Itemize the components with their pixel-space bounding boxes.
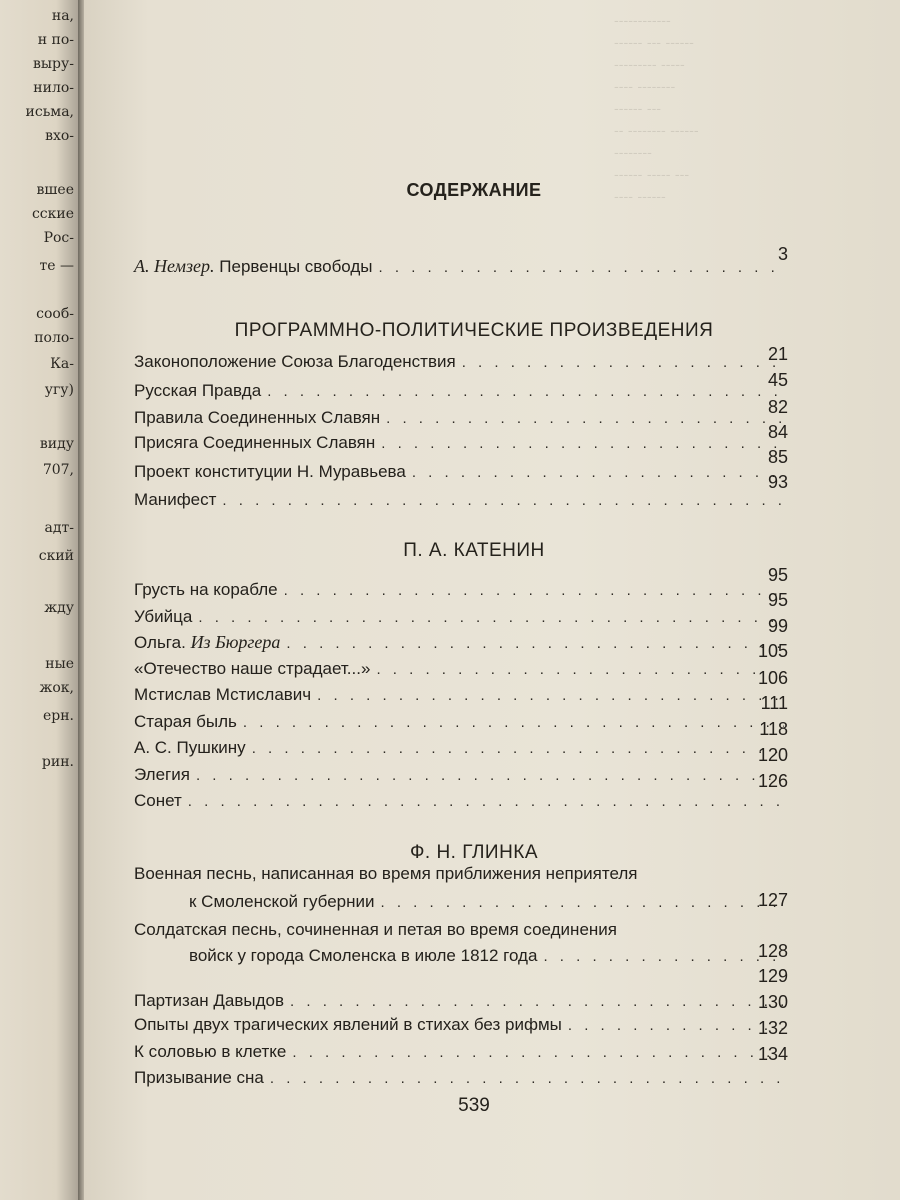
page-number: 45 <box>767 370 788 390</box>
left-page-fragment: Ка- <box>50 356 74 372</box>
left-page-fragment: ные <box>45 656 74 672</box>
left-page-fragment: вхо- <box>45 128 74 144</box>
left-page-fragment: вшее <box>36 182 74 198</box>
toc-entry-title: Призывание сна <box>134 1068 264 1087</box>
toc-entry <box>134 685 784 709</box>
intro-author: А. Немзер. <box>134 256 215 276</box>
page-number: 93 <box>767 472 788 492</box>
page-number: 95 <box>767 590 788 610</box>
leader-dots <box>222 492 784 509</box>
left-page-fragment: жду <box>44 600 74 616</box>
page-number: 105 <box>757 641 788 661</box>
left-page-fragment: угу) <box>44 382 74 398</box>
leader-dots <box>243 714 784 731</box>
left-page-fragment: сские <box>31 206 74 222</box>
left-page-fragment: жок, <box>39 680 74 696</box>
table-of-contents <box>84 0 900 1200</box>
toc-entry-title: Мстислав Мстиславич <box>134 685 312 704</box>
left-page-fragment: рин. <box>41 754 74 770</box>
toc-entry <box>134 1068 784 1092</box>
toc-entry <box>134 1042 784 1066</box>
page-number: 3 <box>777 244 788 264</box>
toc-entry-title: Законоположение Союза Благоденствия <box>134 352 456 371</box>
left-page-fragment: ерн. <box>42 708 74 724</box>
toc-entry <box>134 659 784 683</box>
toc-entry-title: Манифест <box>134 490 217 509</box>
left-page-fragment: поло- <box>34 330 74 346</box>
toc-entry-title: Присяга Соединенных Славян <box>134 433 376 452</box>
contents-page <box>84 0 900 1200</box>
leader-dots <box>284 582 784 599</box>
toc-entry <box>134 433 784 457</box>
left-page-fragment: те — <box>39 258 74 274</box>
toc-entry <box>189 892 784 916</box>
leader-dots <box>290 993 784 1010</box>
page-number: 134 <box>757 1044 788 1064</box>
page-number: 85 <box>767 447 788 467</box>
page-number: 99 <box>767 616 788 636</box>
toc-entry <box>134 712 784 736</box>
leader-dots <box>317 687 784 704</box>
left-page-fragment: виду <box>39 436 74 452</box>
page-number: 127 <box>757 890 788 910</box>
left-page-fragment: Рос- <box>43 230 74 246</box>
section-heading: Ф. Н. ГЛИНКА <box>409 842 539 863</box>
page-number: 120 <box>757 745 788 765</box>
toc-entry-title: Старая быль <box>134 712 237 731</box>
bleed-through-texture: ------------ ------ --- ------ --------- ----- ---- -------- ------ --- -- -------- ------ -------- ------ ----- --- ---- ------ <box>614 13 699 205</box>
toc-entry <box>189 946 784 970</box>
toc-entry-title: войск у города Смоленска в июле 1812 года <box>189 946 538 965</box>
leader-dots <box>188 793 784 810</box>
toc-entry <box>134 580 784 604</box>
toc-entry <box>134 352 784 376</box>
left-page-edge <box>0 0 80 1200</box>
left-page-fragment: н по- <box>37 32 74 48</box>
page-number: 126 <box>757 771 788 791</box>
page-number: 130 <box>757 992 788 1012</box>
left-page-fragment: выру- <box>33 56 74 72</box>
page-number: 118 <box>759 719 788 739</box>
left-page-fragment: сооб- <box>36 306 74 322</box>
page-number: 95 <box>767 565 788 585</box>
page-number: 84 <box>767 422 788 442</box>
leader-dots <box>292 1044 784 1061</box>
section-heading: ПРОГРАММНО-ПОЛИТИЧЕСКИЕ ПРОИЗВЕДЕНИЯ <box>234 320 714 341</box>
toc-entry-title <box>134 632 280 653</box>
toc-entry-title: Русская Правда <box>134 381 262 400</box>
toc-entry <box>134 765 784 789</box>
toc-entry <box>134 991 784 1015</box>
toc-entry-title <box>134 256 373 277</box>
toc-entry-intro <box>134 256 784 280</box>
toc-entry <box>134 1015 784 1039</box>
left-page-fragment: исьма, <box>25 104 74 120</box>
entry-title-text: Ольга. <box>134 633 186 652</box>
toc-entry-title: Правила Соединенных Славян <box>134 408 381 427</box>
page-number: 111 <box>760 693 788 713</box>
toc-entry-title: Проект конституции Н. Муравьева <box>134 462 406 481</box>
page-number: 129 <box>757 966 788 986</box>
toc-entry-title: Элегия <box>134 765 190 784</box>
toc-entry <box>134 408 784 432</box>
toc-entry-line: Военная песнь, написанная во время приближения неприятеля <box>134 864 638 883</box>
left-page-fragment: нило- <box>33 80 74 96</box>
leader-dots <box>252 740 784 757</box>
toc-entry <box>134 791 784 815</box>
toc-entry <box>134 462 784 486</box>
left-page-fragment: ский <box>38 548 74 564</box>
toc-entry-title: «Отечество наше страдает...» <box>134 659 371 678</box>
left-page-fragment: 707, <box>42 462 74 478</box>
page-number: 106 <box>757 668 788 688</box>
leader-dots <box>376 661 784 678</box>
toc-entry-title: к Смоленской губернии <box>189 892 375 911</box>
toc-entry-title: Грусть на корабле <box>134 580 278 599</box>
leader-dots <box>267 383 784 400</box>
toc-entry-title: Убийца <box>134 607 193 626</box>
leader-dots <box>386 410 784 427</box>
entry-subtitle: Из Бюргера <box>190 632 281 652</box>
page-folio: 539 <box>458 1095 490 1116</box>
toc-entry <box>134 490 784 514</box>
toc-entry-title: К соловью в клетке <box>134 1042 287 1061</box>
leader-dots <box>381 435 784 452</box>
intro-title: Первенцы свободы <box>219 257 373 276</box>
leader-dots <box>198 609 784 626</box>
left-page-fragment: адт- <box>44 520 74 536</box>
toc-entry-title: А. С. Пушкину <box>134 738 246 757</box>
toc-entry-line: Солдатская песнь, сочиненная и петая во время соединения <box>134 920 617 939</box>
section-heading: П. А. КАТЕНИН <box>403 540 545 561</box>
page-number: 128 <box>757 941 788 961</box>
toc-entry-title: Опыты двух трагических явлений в стихах без рифмы <box>134 1015 562 1034</box>
left-page-fragment: на, <box>51 8 74 24</box>
toc-entry-title: Сонет <box>134 791 182 810</box>
toc-entry <box>134 607 784 631</box>
toc-entry <box>134 632 784 656</box>
leader-dots <box>196 767 784 784</box>
leader-dots <box>270 1070 784 1087</box>
toc-entry-title: Партизан Давыдов <box>134 991 285 1010</box>
leader-dots <box>379 259 784 276</box>
page-number: 21 <box>767 344 788 364</box>
leader-dots <box>286 635 784 652</box>
leader-dots <box>381 894 785 911</box>
page-number: 82 <box>767 397 788 417</box>
page-title: СОДЕРЖАНИЕ <box>406 180 542 200</box>
page-number: 132 <box>757 1018 788 1038</box>
toc-entry <box>134 381 784 405</box>
toc-entry <box>134 738 784 762</box>
